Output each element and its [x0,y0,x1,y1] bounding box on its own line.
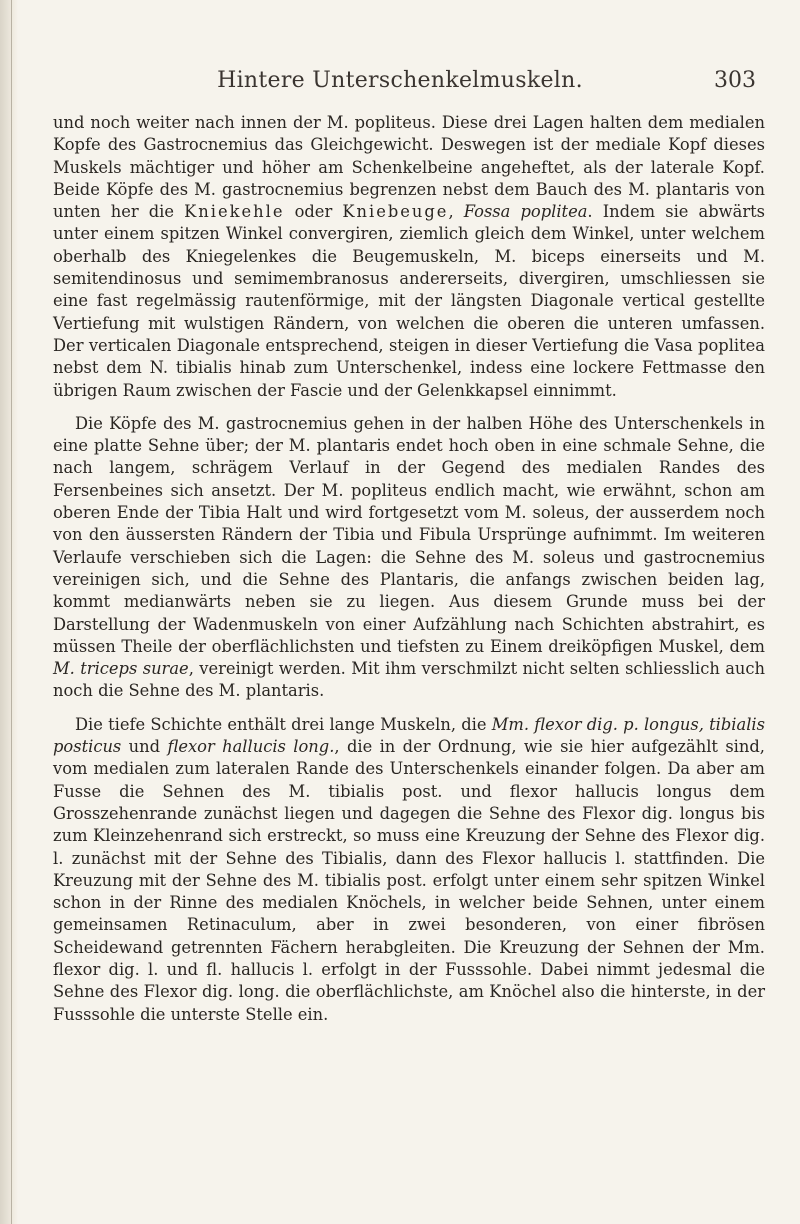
italic-term: flexor hallucis long. [167,737,335,757]
italic-term: Fossa poplitea [463,202,588,222]
text-run: Die tiefe Schichte enthält drei lange Muskeln, die [75,714,492,734]
gutter-line [11,0,12,1224]
page-number: 303 [714,68,756,93]
text-run: , [448,202,464,222]
running-header [0,68,800,98]
text-run: , die in der Ordnung, wie sie hier aufgezählt sind, vom medialen zum lateralen Rande des Unterschenkels einander folgen. Da aber am Fusse die Sehnen des M. tibialis post. und flexor hallucis longus dem Grosszehenrande zunächst liegen und dagegen die Sehne des Flexor dig. longus bis zum Kleinzehenrand sich erstreckt, so muss eine Kreuzung der Sehne des Flexor dig. l. zunächst mit der Sehne des Tibialis, dann des Flexor hallucis l. stattfinden. Die Kreuzung mit der Sehne des M. tibialis post. erfolgt unter einem sehr spitzen Winkel schon in der Rinne des medialen Knöchels, in welcher beide Sehnen, unter einem gemeinsamen Retinaculum, aber in zwei besonderen, von einer fibrösen Scheidewand getrennten Fächern herabgleiten. Die Kreuzung der Sehnen der Mm. flexor dig. l. und fl. hallucis l. erfolgt in der Fusssohle. Dabei nimmt jedesmal die Sehne des Flexor dig. long. die oberflächlichste, am Knöchel also die hinterste, in der Fusssohle die unterste Stelle ein. [53,737,765,1024]
italic-term: Mm. flexor dig. p. longus, tibialis posticus [53,714,765,757]
italic-term: M. triceps surae [53,659,189,679]
paragraph [53,112,765,402]
text-run: oder [284,202,343,222]
text-run: und noch weiter nach innen der M. popliteus. Diese drei Lagen halten dem medialen Kopfe des Gastrocnemius das Gleichgewicht. Deswegen ist der mediale Kopf dieses Muskels mächtiger und höher am Schenkelbeine angeheftet, als der laterale Kopf. Beide Köpfe des M. gastrocnemius begrenzen nebst dem Bauch des M. plantaris von unten her die [53,113,765,222]
text-run: und [121,737,168,757]
text-run: , vereinigt werden. Mit ihm verschmilzt nicht selten schliesslich auch noch die Sehne des M. plantaris. [53,659,765,701]
body-text [53,112,765,1037]
paragraph [53,714,765,1026]
spaced-term: Kniebeuge [342,202,449,222]
text-run: Die Köpfe des M. gastrocnemius gehen in der halben Höhe des Unterschenkels in eine platte Sehne über; der M. plantaris endet hoch oben in eine schmale Sehne, die nach langem, schrägem Verlauf in der Gegend des medialen Randes des Fersenbeines sich ansetzt. Der M. popliteus endlich macht, wie erwähnt, schon am oberen Ende der Tibia Halt und wird fortgesetzt vom M. soleus, der ausserdem noch von den äussersten Rändern der Tibia und Fibula Ursprünge aufnimmt. Im weiteren Verlaufe verschieben sich die Lagen: die Sehne des M. soleus und gastrocnemius vereinigen sich, und die Sehne des Plantaris, die anfangs zwischen beiden lag, kommt medianwärts neben sie zu liegen. Aus diesem Grunde muss bei der Darstellung der Wadenmuskeln von einer Aufzählung nach Schichten abstrahirt, es müssen Theile der oberflächlichsten und tiefsten zu Einem dreiköpfigen Muskel, dem [53,413,765,656]
text-run: . Indem sie abwärts unter einem spitzen Winkel convergiren, ziemlich gleich dem Winkel, unter welchem oberhalb des Kniegelenkes die Beugemuskeln, M. biceps einerseits und M. semitendinosus und semimembranosus andererseits, divergiren, umschliessen sie eine fast regelmässig rautenförmige, mit der längsten Diagonale vertical gestellte Vertiefung mit wulstigen Rändern, von welchen die oberen die unteren umfassen. Der verticalen Diagonale entsprechend, steigen in dieser Vertiefung die Vasa poplitea nebst dem N. tibialis hinab zum Unterschenkel, indess eine lockere Fettmasse den übrigen Raum zwischen der Fascie und der Gelenkkapsel einnimmt. [53,202,765,400]
spaced-term: Kniekehle [184,202,285,222]
binding-gutter [0,0,18,1224]
paragraph [53,413,765,703]
running-title: Hintere Unterschenkelmuskeln. [217,68,583,93]
